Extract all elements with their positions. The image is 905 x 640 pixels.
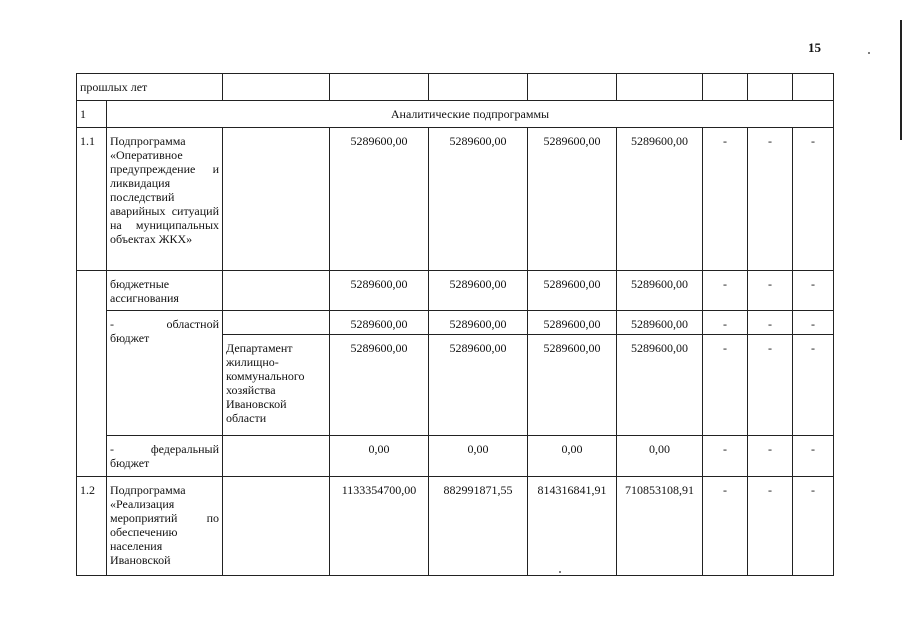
- amount-cell: 5289600,00: [617, 128, 703, 271]
- dash-cell: -: [793, 271, 834, 311]
- row-number: 1.2: [77, 477, 107, 576]
- dash-cell: -: [793, 128, 834, 271]
- table-row-subprogram-1-2: [77, 477, 834, 576]
- dash-cell: -: [793, 477, 834, 576]
- amount-cell: 5289600,00: [330, 335, 429, 436]
- amount-cell: 5289600,00: [330, 271, 429, 311]
- scan-speck: [868, 52, 870, 54]
- executor-cell: [223, 436, 330, 477]
- table-cell: [223, 74, 330, 101]
- amount-cell: 5289600,00: [429, 271, 528, 311]
- dash-cell: -: [793, 311, 834, 335]
- table-row-prev-years: [77, 74, 834, 101]
- table-cell: [429, 74, 528, 101]
- amount-cell: 5289600,00: [429, 128, 528, 271]
- amount-cell: 5289600,00: [330, 128, 429, 271]
- amount-cell: 0,00: [330, 436, 429, 477]
- executor-cell: [223, 311, 330, 335]
- table-row-federal-budget: [77, 436, 834, 477]
- amount-cell: 882991871,55: [429, 477, 528, 576]
- amount-cell: 1133354700,00: [330, 477, 429, 576]
- dash-cell: -: [793, 335, 834, 436]
- amount-cell: 5289600,00: [528, 311, 617, 335]
- amount-cell: 5289600,00: [429, 335, 528, 436]
- dash-cell: -: [748, 436, 793, 477]
- amount-cell: 0,00: [429, 436, 528, 477]
- regional-dash: -: [110, 317, 114, 331]
- federal-word-2: бюджет: [110, 456, 150, 470]
- amount-cell: 5289600,00: [617, 271, 703, 311]
- table-row-regional-budget: [77, 311, 834, 335]
- dash-cell: -: [748, 477, 793, 576]
- executor-department: Департамент жилищно-коммунального хозяйства Ивановской области: [223, 335, 330, 436]
- subprogram-name: Подпрограмма «Оперативное предупреждение и ликвидация последствий аварийных ситуаций на муниципальных объектах ЖКХ»: [107, 128, 223, 271]
- amount-cell: 5289600,00: [330, 311, 429, 335]
- executor-cell: [223, 128, 330, 271]
- regional-budget-label: [107, 311, 223, 436]
- amount-cell: 5289600,00: [528, 335, 617, 436]
- row-number-empty: [77, 271, 107, 477]
- dash-cell: -: [703, 477, 748, 576]
- amount-cell: 0,00: [528, 436, 617, 477]
- regional-word: областной: [166, 317, 219, 331]
- dash-cell: -: [748, 335, 793, 436]
- amount-cell: 5289600,00: [528, 271, 617, 311]
- dash-cell: -: [748, 271, 793, 311]
- regional-word-2: бюджет: [110, 331, 150, 345]
- amount-cell: 5289600,00: [429, 311, 528, 335]
- table-cell: [617, 74, 703, 101]
- amount-cell: 0,00: [617, 436, 703, 477]
- dash-cell: -: [703, 271, 748, 311]
- budget-label: бюджетные ассигнования: [107, 271, 223, 311]
- amount-cell: 5289600,00: [617, 335, 703, 436]
- amount-cell: 814316841,91: [528, 477, 617, 576]
- executor-cell: [223, 477, 330, 576]
- federal-word: федеральный: [150, 442, 219, 456]
- table-row-budget: [77, 271, 834, 311]
- dash-cell: -: [748, 128, 793, 271]
- budget-table: [76, 73, 834, 576]
- executor-cell: [223, 271, 330, 311]
- federal-dash: -: [110, 442, 114, 456]
- dash-cell: -: [748, 311, 793, 335]
- section-title: Аналитические подпрограммы: [107, 101, 834, 128]
- dash-cell: -: [703, 128, 748, 271]
- table-cell: [703, 74, 748, 101]
- prev-years-label: прошлых лет: [77, 74, 223, 101]
- page-number: 15: [808, 40, 821, 55]
- section-number: 1: [77, 101, 107, 128]
- dash-cell: -: [793, 436, 834, 477]
- row-number: 1.1: [77, 128, 107, 271]
- dash-cell: -: [703, 311, 748, 335]
- table-row-section: [77, 101, 834, 128]
- table-cell: [528, 74, 617, 101]
- dash-cell: -: [703, 335, 748, 436]
- dash-cell: -: [703, 436, 748, 477]
- amount-cell: 710853108,91: [617, 477, 703, 576]
- table-cell: [793, 74, 834, 101]
- amount-cell: 5289600,00: [617, 311, 703, 335]
- table-cell: [748, 74, 793, 101]
- federal-budget-label: [107, 436, 223, 477]
- table-row-subprogram-1-1: [77, 128, 834, 271]
- amount-cell: 5289600,00: [528, 128, 617, 271]
- subprogram-name: Подпрограмма «Реализация мероприятий по обеспечению населения Ивановской: [107, 477, 223, 576]
- table-cell: [330, 74, 429, 101]
- scan-edge-line: [900, 20, 902, 140]
